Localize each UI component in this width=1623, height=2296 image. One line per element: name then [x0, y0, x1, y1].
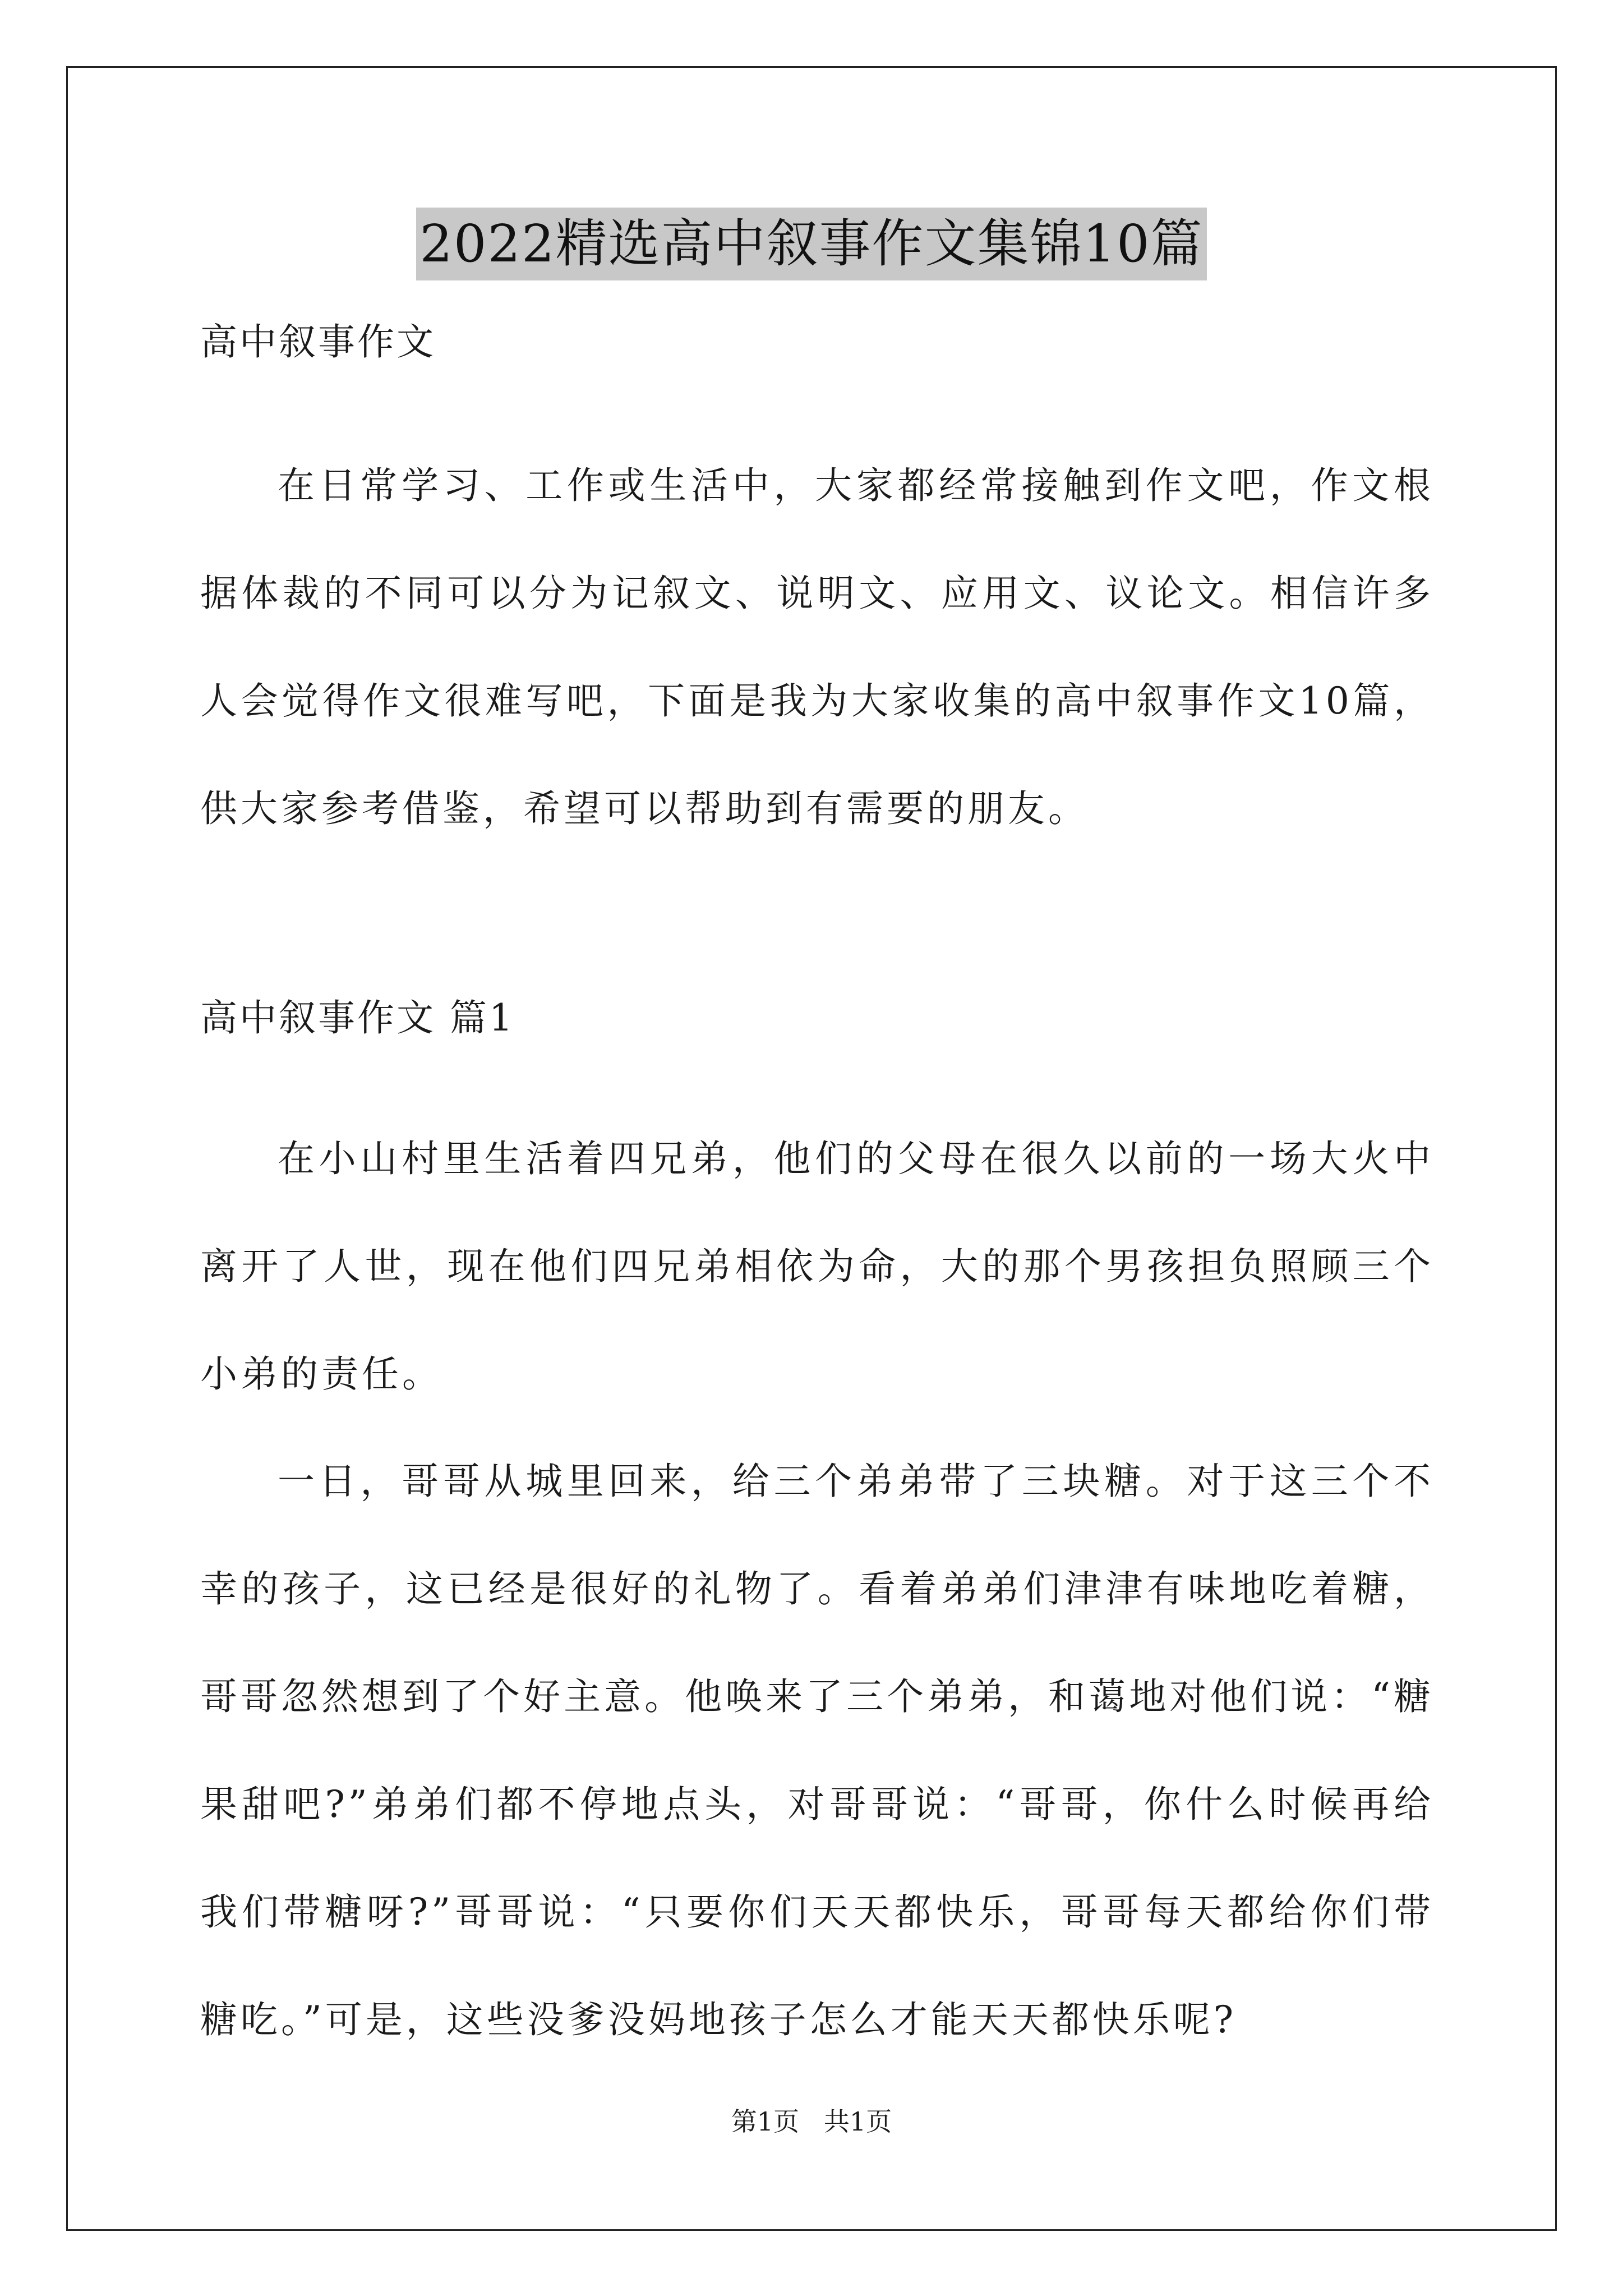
title-container: [0, 208, 1623, 280]
section1-paragraph-2: 一日，哥哥从城里回来，给三个弟弟带了三块糖。对于这三个不幸的孩子，这已经是很好的礼物了。看着弟弟们津津有味地吃着糖，哥哥忽然想到了个好主意。他唤来了三个弟弟，和蔼地对他们说：“糖果甜吧?”弟弟们都不停地点头，对哥哥说：“哥哥，你什么时候再给我们带糖呀?”哥哥说：“只要你们天天都快乐，哥哥每天都给你们带糖吃。”可是，这些没爹没妈地孩子怎么才能天天都快乐呢?: [200, 1460, 1434, 2041]
intro-paragraph: 在日常学习、工作或生活中，大家都经常接触到作文吧，作文根据体裁的不同可以分为记叙文、说明文、应用文、议论文。相信许多人会觉得作文很难写吧，下面是我为大家收集的高中叙事作文10篇，供大家参考借鉴，希望可以帮助到有需要的朋友。: [200, 464, 1434, 830]
intro-heading: 高中叙事作文: [200, 320, 436, 364]
page-footer: 第1页 共1页: [731, 2106, 892, 2137]
section1-paragraph-1: 在小山村里生活着四兄弟，他们的父母在很久以前的一场大火中离开了人世，现在他们四兄弟相依为命，大的那个男孩担负照顾三个小弟的责任。: [200, 1137, 1434, 1396]
document-title: 2022精选高中叙事作文集锦10篇: [416, 208, 1206, 280]
section1-heading: 高中叙事作文 篇1: [200, 996, 515, 1039]
